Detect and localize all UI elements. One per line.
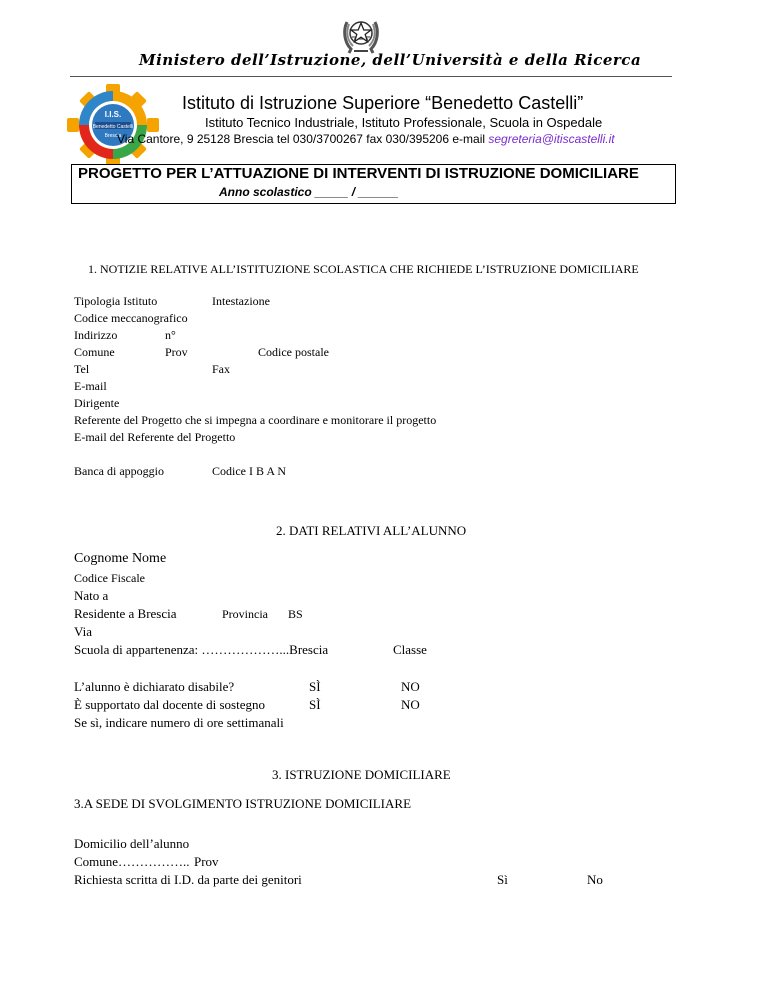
label-tel: Tel — [74, 362, 90, 376]
label-fax: Fax — [212, 362, 230, 376]
label-domicilio: Domicilio dell’alunno — [74, 836, 190, 851]
section3-heading: 3. ISTRUZIONE DOMICILIARE — [272, 767, 451, 782]
label-iban: Codice I B A N — [212, 464, 286, 478]
section1-heading: 1. NOTIZIE RELATIVE ALL’ISTITUZIONE SCOLASTICA CHE RICHIEDE L’ISTRUZIONE DOMICILIARE — [88, 262, 639, 276]
label-cognome-nome: Cognome Nome — [74, 551, 167, 566]
section2-heading: 2. DATI RELATIVI ALL’ALUNNO — [276, 523, 467, 538]
label-email: E-mail — [74, 379, 107, 393]
label-referente: Referente del Progetto che si impegna a coordinare e monitorare il progetto — [74, 413, 437, 427]
label-codice-fiscale: Codice Fiscale — [74, 571, 145, 585]
option-disabile-no[interactable]: NO — [401, 679, 420, 694]
label-residente: Residente a Brescia — [74, 606, 177, 621]
document-title: PROGETTO PER L’ATTUAZIONE DI INTERVENTI DI ISTRUZIONE DOMICILIARE — [78, 165, 639, 182]
label-nato-a: Nato a — [74, 588, 109, 603]
label-via: Via — [74, 624, 92, 639]
section3a-heading: 3.A SEDE DI SVOLGIMENTO ISTRUZIONE DOMICILIARE — [74, 796, 412, 811]
label-richiesta: Richiesta scritta di I.D. da parte dei genitori — [74, 872, 302, 887]
label-tipologia: Tipologia Istituto — [74, 294, 158, 308]
option-richiesta-si[interactable]: Sì — [497, 872, 508, 887]
label-comune-dots: Comune…………….. — [74, 854, 190, 869]
email-link[interactable]: segreteria@itiscastelli.it — [488, 132, 615, 146]
label-sostegno: È supportato dal docente di sostegno — [74, 697, 265, 712]
institute-logo-icon — [60, 83, 166, 165]
option-disabile-si[interactable]: SÌ — [309, 679, 321, 694]
label-comune: Comune — [74, 345, 115, 359]
label-codice-meccanografico: Codice meccanografico — [74, 311, 188, 325]
label-codice-postale: Codice postale — [258, 345, 329, 359]
label-provincia: Provincia — [222, 607, 268, 621]
label-indirizzo: Indirizzo — [74, 328, 118, 342]
value-provincia: BS — [288, 607, 303, 621]
address-text: Via Cantore, 9 25128 Brescia tel 030/3700267 fax 030/395206 e-mail — [117, 132, 489, 146]
svg-text:I.I.S.: I.I.S. — [104, 110, 122, 119]
school-year: Anno scolastico _____ / ______ — [219, 185, 399, 199]
label-classe: Classe — [393, 642, 427, 657]
label-email-referente: E-mail del Referente del Progetto — [74, 430, 236, 444]
label-dirigente: Dirigente — [74, 396, 120, 410]
label-prov: Prov — [165, 345, 188, 359]
label-numero: n° — [165, 328, 176, 342]
ministry-name: Ministero dell’Istruzione, dell’Università e della Ricerca — [139, 51, 642, 69]
label-ore-settimanali: Se sì, indicare numero di ore settimanali — [74, 715, 284, 730]
option-sostegno-no[interactable]: NO — [401, 697, 420, 712]
label-intestazione: Intestazione — [212, 294, 270, 308]
option-sostegno-si[interactable]: SÌ — [309, 697, 321, 712]
option-richiesta-no[interactable]: No — [587, 872, 603, 887]
label-prov-domicilio: Prov — [194, 854, 219, 869]
institute-address — [117, 132, 615, 146]
label-disabile: L’alunno è dichiarato disabile? — [74, 679, 235, 694]
svg-text:Brescia: Brescia — [104, 133, 122, 139]
label-banca: Banca di appoggio — [74, 464, 164, 478]
republic-emblem-icon — [341, 12, 381, 56]
svg-text:Benedetto Castelli: Benedetto Castelli — [92, 124, 134, 130]
institute-subtitle: Istituto Tecnico Industriale, Istituto Professionale, Scuola in Ospedale — [205, 115, 603, 130]
label-scuola: Scuola di appartenenza: ………………...Brescia — [74, 642, 329, 657]
header-divider — [70, 76, 672, 77]
institute-name: Istituto di Istruzione Superiore “Benedetto Castelli” — [182, 93, 584, 113]
